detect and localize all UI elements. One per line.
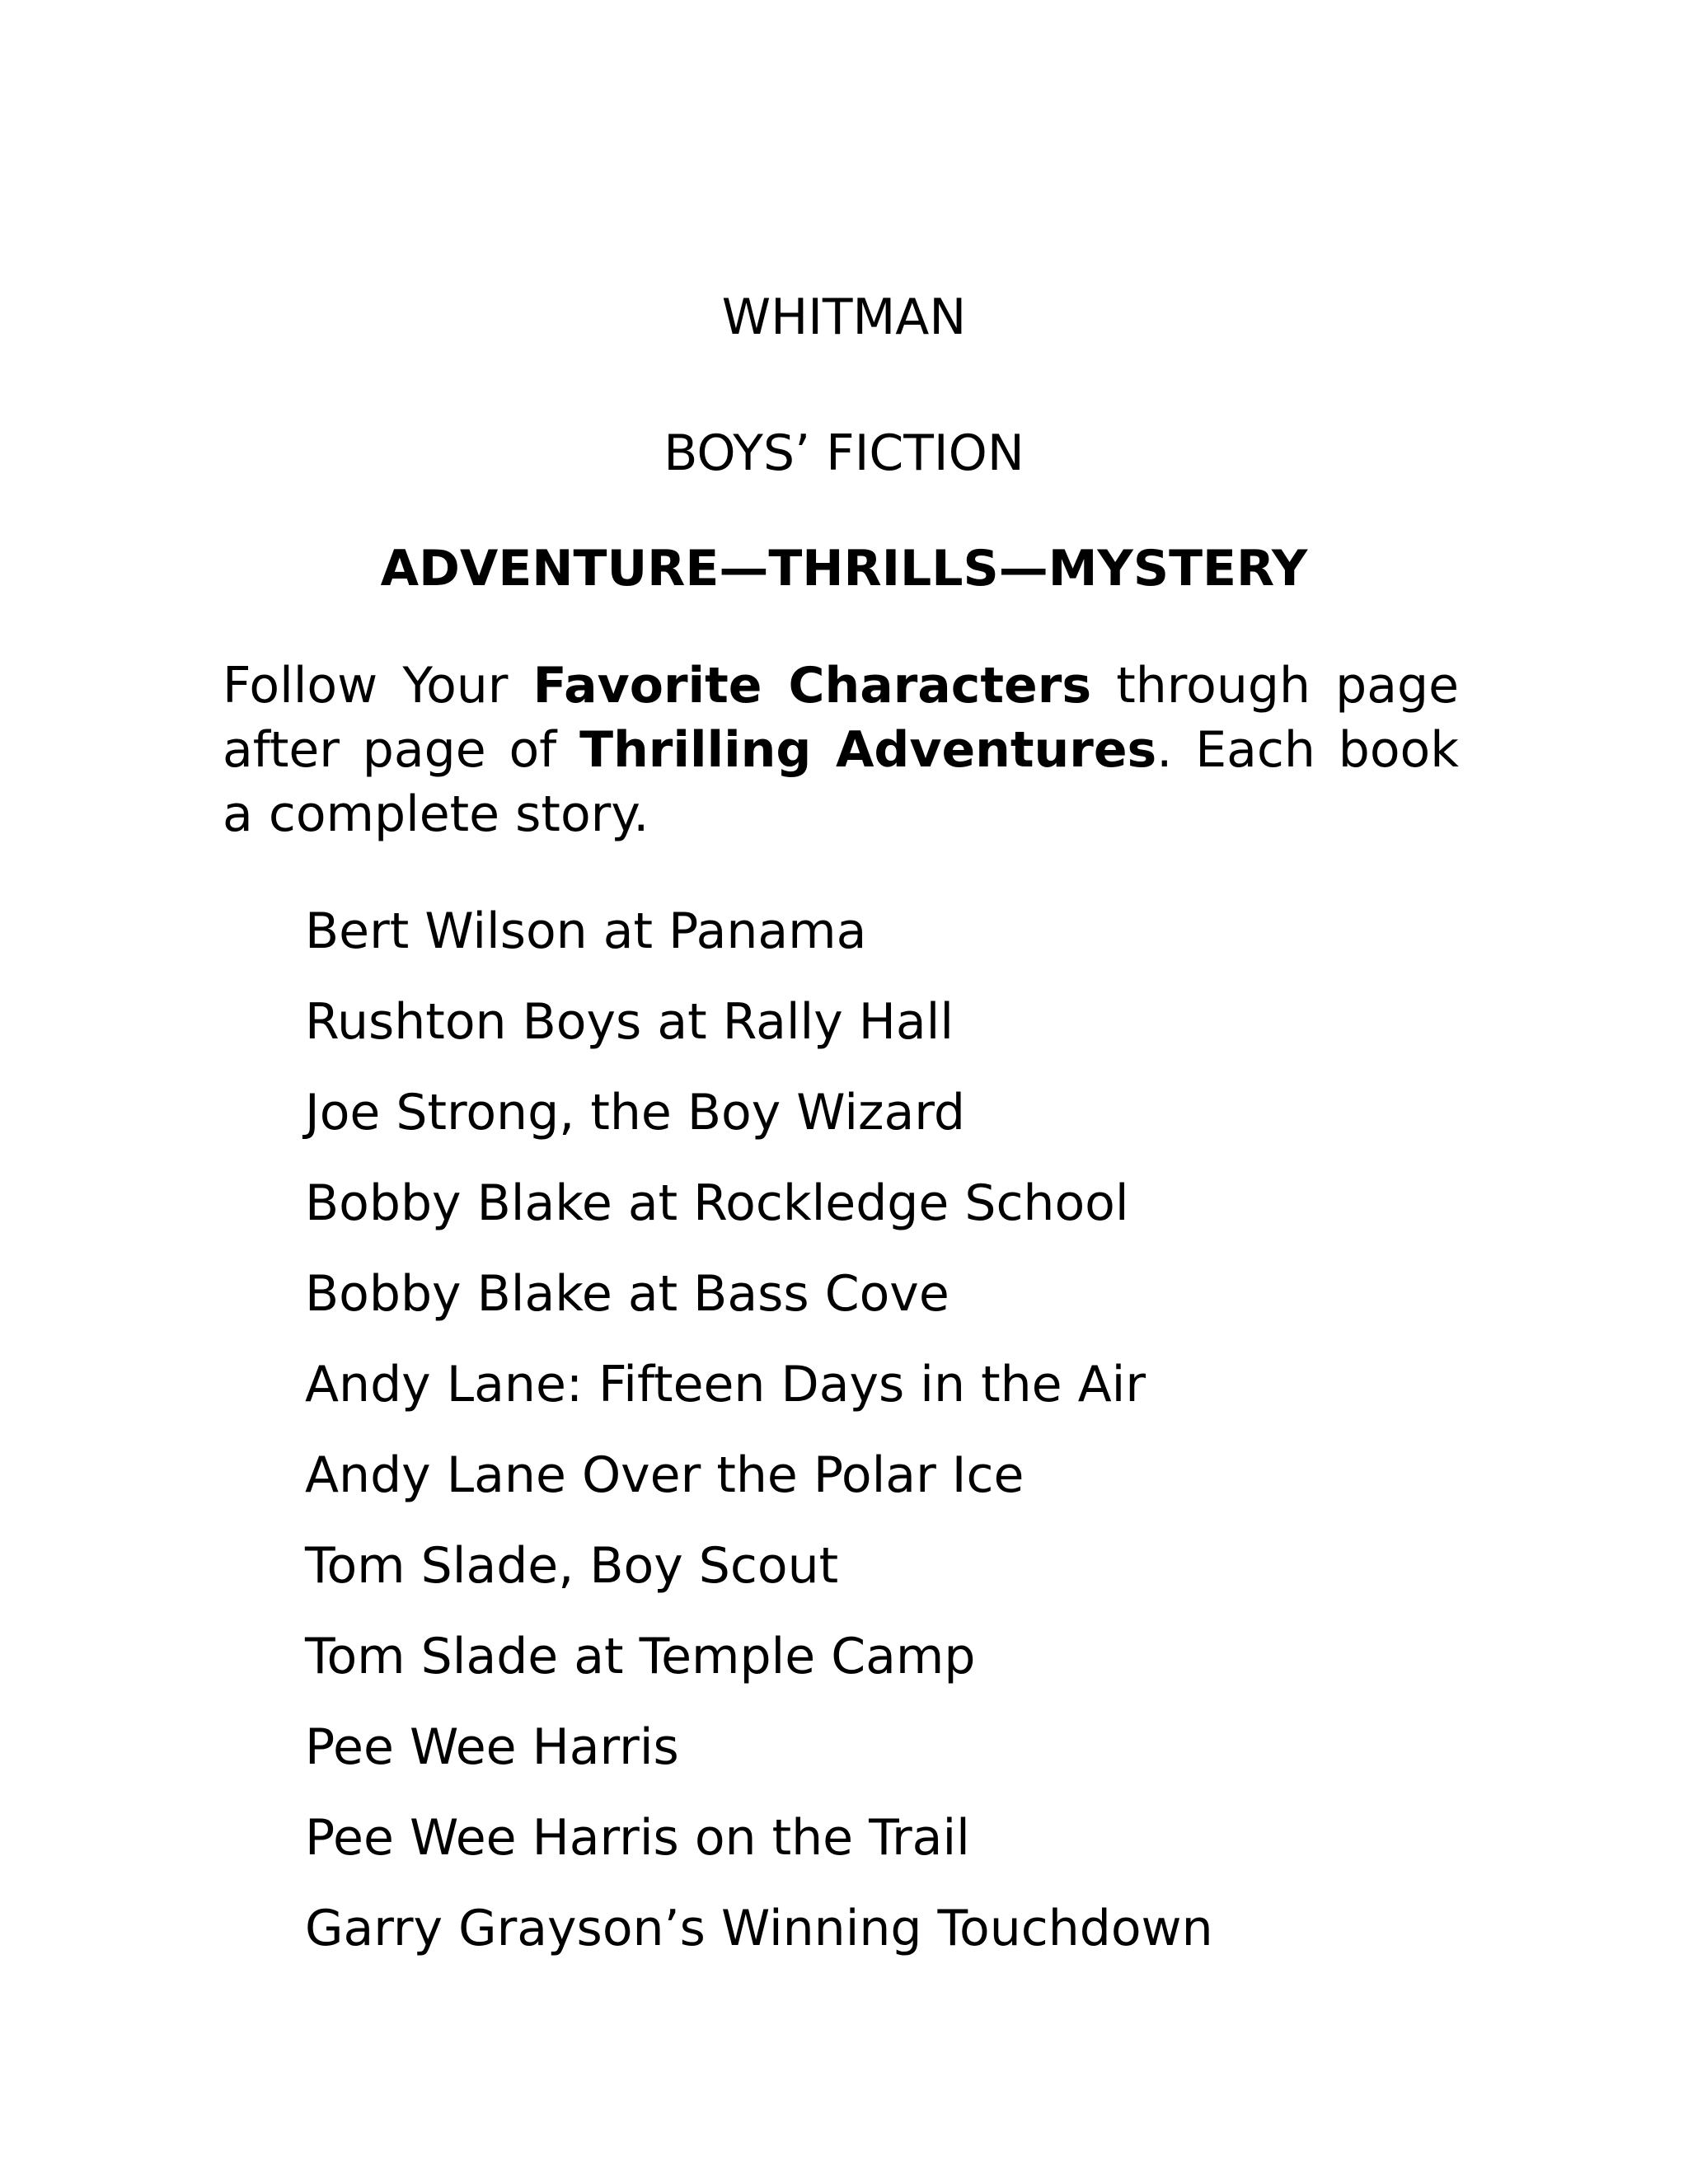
tagline-heading: ADVENTURE—THRILLS—MYSTERY bbox=[380, 540, 1308, 598]
book-title: Bobby Blake at Bass Cove bbox=[305, 1265, 950, 1323]
book-title: Joe Strong, the Boy Wizard bbox=[305, 1084, 965, 1141]
book-title: Rushton Boys at Rally Hall bbox=[305, 993, 954, 1051]
intro-bold-1: Favorite Characters bbox=[532, 657, 1092, 715]
intro-text-2: through page after page of bbox=[223, 657, 1460, 779]
intro-paragraph bbox=[223, 654, 1459, 846]
intro-text-1: Follow Your bbox=[223, 657, 533, 715]
book-title: Tom Slade, Boy Scout bbox=[305, 1537, 839, 1595]
book-title: Garry Grayson’s Winning Touchdown bbox=[305, 1900, 1213, 1957]
category-heading: BOYS’ FICTION bbox=[663, 424, 1025, 482]
book-title: Pee Wee Harris on the Trail bbox=[305, 1809, 970, 1867]
publisher-name: WHITMAN bbox=[721, 288, 967, 346]
book-title-list bbox=[305, 898, 1541, 1986]
intro-bold-2: Thrilling Adventures bbox=[579, 721, 1157, 779]
book-title: Bert Wilson at Panama bbox=[305, 902, 867, 960]
book-title: Andy Lane: Fifteen Days in the Air bbox=[305, 1356, 1146, 1413]
book-title: Pee Wee Harris bbox=[305, 1718, 679, 1776]
book-title: Bobby Blake at Rockledge School bbox=[305, 1174, 1129, 1232]
book-title: Andy Lane Over the Polar Ice bbox=[305, 1446, 1025, 1504]
intro-text-3: . Each book a complete story. bbox=[223, 721, 1459, 843]
book-title: Tom Slade at Temple Camp bbox=[305, 1628, 976, 1685]
